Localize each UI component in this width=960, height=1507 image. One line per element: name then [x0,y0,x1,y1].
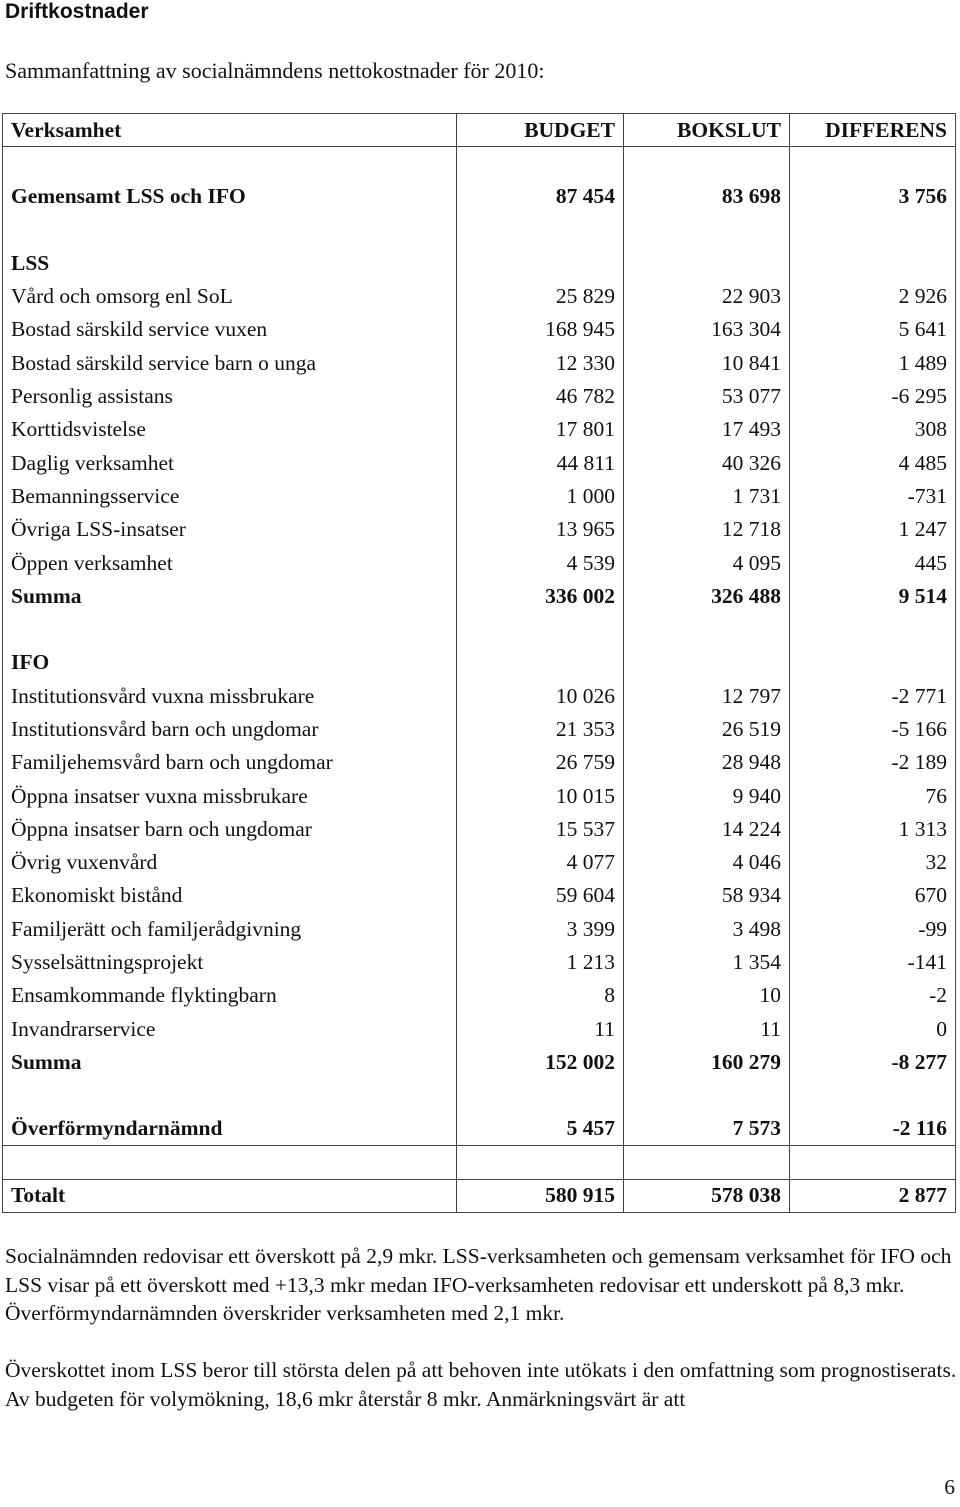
cell-differens: 3 756 [790,180,956,213]
cell-bokslut: 7 573 [624,1112,790,1145]
table-row [3,147,956,180]
cell-label: Ekonomiskt bistånd [3,879,457,912]
cell-bokslut: 17 493 [624,413,790,446]
table-row [3,247,956,280]
cell-budget: 46 782 [457,380,624,413]
column-header-differens: DIFFERENS [790,114,956,147]
cell-bokslut: 53 077 [624,380,790,413]
table-row [3,347,956,380]
cell-bokslut: 160 279 [624,1046,790,1079]
table-row [3,613,956,646]
cell-bokslut [624,1079,790,1112]
cell-differens [790,247,956,280]
cell-label: Övrig vuxenvård [3,846,457,879]
cell-label: Summa [3,1046,457,1079]
cell-label: Gemensamt LSS och IFO [3,180,457,213]
cell-differens: 5 641 [790,313,956,346]
cell-differens: 670 [790,879,956,912]
cell-bokslut: 28 948 [624,746,790,779]
table-row [3,413,956,446]
cell-bokslut [624,613,790,646]
table-row [3,380,956,413]
cell-label: Sysselsättningsprojekt [3,946,457,979]
cell-bokslut: 10 841 [624,347,790,380]
cell-differens: 1 247 [790,513,956,546]
cell-budget: 10 026 [457,680,624,713]
cell-label [3,613,457,646]
cell-label [3,213,457,246]
cell-bokslut: 9 940 [624,779,790,812]
cell-budget: 17 801 [457,413,624,446]
cell-bokslut [624,147,790,180]
lss-paragraph: Överskottet inom LSS beror till största delen på att behoven inte utökats i den omfattning som prognostiserats. Av budgeten för volymökning, 18,6 mkr återstår 8 mkr. Anmärkningsvärt är att [5,1358,957,1411]
cell-label: Invandrarservice [3,1013,457,1046]
cell-bokslut [624,1146,790,1179]
cell-bokslut: 578 038 [624,1179,790,1212]
table-row [3,513,956,546]
cell-budget: 152 002 [457,1046,624,1079]
cell-label: LSS [3,247,457,280]
cell-budget: 12 330 [457,347,624,380]
table-row [3,1112,956,1145]
cell-budget [457,147,624,180]
cell-budget: 4 539 [457,546,624,579]
cell-budget: 11 [457,1013,624,1046]
cell-label: Vård och omsorg enl SoL [3,280,457,313]
table-row [3,280,956,313]
page-heading: Driftkostnader [5,0,149,23]
cell-label: IFO [3,646,457,679]
page-number: 6 [944,1475,955,1499]
cell-label: Bostad särskild service vuxen [3,313,457,346]
cost-table-container [2,113,955,1213]
cell-bokslut: 4 046 [624,846,790,879]
cell-bokslut: 12 797 [624,680,790,713]
table-row [3,646,956,679]
cell-differens [790,613,956,646]
table-row [3,746,956,779]
cell-budget: 87 454 [457,180,624,213]
table-row [3,1079,956,1112]
cell-differens: 2 926 [790,280,956,313]
cell-bokslut: 12 718 [624,513,790,546]
cell-differens: -141 [790,946,956,979]
cell-label: Bemanningsservice [3,480,457,513]
table-row [3,480,956,513]
cell-budget: 15 537 [457,813,624,846]
cell-bokslut [624,646,790,679]
table-row [3,1046,956,1079]
table-header-row [3,114,956,147]
cell-budget [457,1079,624,1112]
cell-differens [790,646,956,679]
cell-budget: 1 213 [457,946,624,979]
cell-differens [790,1079,956,1112]
cell-budget: 44 811 [457,446,624,479]
cell-differens: -731 [790,480,956,513]
cell-budget [457,613,624,646]
cell-label: Ensamkommande flyktingbarn [3,979,457,1012]
cell-bokslut: 163 304 [624,313,790,346]
cell-differens [790,1146,956,1179]
cell-differens: -2 116 [790,1112,956,1145]
cell-budget [457,1146,624,1179]
cell-bokslut: 3 498 [624,913,790,946]
cell-label: Summa [3,580,457,613]
cell-bokslut: 14 224 [624,813,790,846]
cell-label: Övriga LSS-insatser [3,513,457,546]
cell-bokslut: 1 731 [624,480,790,513]
cell-bokslut: 10 [624,979,790,1012]
cell-differens: 4 485 [790,446,956,479]
cell-differens: -5 166 [790,713,956,746]
column-header-bokslut: BOKSLUT [624,114,790,147]
cell-differens: 1 313 [790,813,956,846]
table-row [3,813,956,846]
summary-paragraph: Socialnämnden redovisar ett överskott på 2,9 mkr. LSS-verksamheten och gemensam verksamhet för IFO och LSS visar på ett överskott med +13,3 mkr medan IFO-verksamheten redovisar ett underskott på 8,3 mkr. Överförmyndarnämnden överskrider verksamheten med 2,1 mkr. [5,1244,952,1325]
table-row [3,713,956,746]
cell-label: Institutionsvård vuxna missbrukare [3,680,457,713]
cell-bokslut: 22 903 [624,280,790,313]
cell-budget: 10 015 [457,779,624,812]
cell-label: Daglig verksamhet [3,446,457,479]
cell-budget: 580 915 [457,1179,624,1212]
cell-bokslut: 4 095 [624,546,790,579]
cell-budget: 8 [457,979,624,1012]
cell-bokslut: 40 326 [624,446,790,479]
cell-differens: -6 295 [790,380,956,413]
cell-differens: 308 [790,413,956,446]
cell-budget: 21 353 [457,713,624,746]
table-row [3,546,956,579]
table-row [3,979,956,1012]
cell-differens: -99 [790,913,956,946]
table-row [3,180,956,213]
cell-budget [457,247,624,280]
cell-label [3,1146,457,1179]
cost-table [2,113,956,1213]
cell-label [3,147,457,180]
cell-budget: 25 829 [457,280,624,313]
cell-label: Öppna insatser barn och ungdomar [3,813,457,846]
column-header-budget: BUDGET [457,114,624,147]
cell-bokslut: 26 519 [624,713,790,746]
cell-budget: 1 000 [457,480,624,513]
cell-bokslut: 58 934 [624,879,790,912]
cell-budget: 3 399 [457,913,624,946]
cell-budget: 5 457 [457,1112,624,1145]
cell-label: Bostad särskild service barn o unga [3,347,457,380]
cell-differens: 76 [790,779,956,812]
cell-label: Korttidsvistelse [3,413,457,446]
cell-label: Öppen verksamhet [3,546,457,579]
cell-budget: 168 945 [457,313,624,346]
cell-label: Överförmyndarnämnd [3,1112,457,1145]
table-row [3,1013,956,1046]
table-row [3,879,956,912]
cell-differens: -2 771 [790,680,956,713]
cell-label: Personlig assistans [3,380,457,413]
cell-label: Totalt [3,1179,457,1212]
column-header-verksamhet: Verksamhet [3,114,457,147]
cell-label: Institutionsvård barn och ungdomar [3,713,457,746]
cell-differens [790,213,956,246]
cell-differens: 1 489 [790,347,956,380]
cell-budget: 59 604 [457,879,624,912]
table-caption: Sammanfattning av socialnämndens nettokostnader för 2010: [5,58,545,83]
table-row [3,913,956,946]
cell-label [3,1079,457,1112]
table-row [3,846,956,879]
table-row [3,1179,956,1212]
cell-differens: 2 877 [790,1179,956,1212]
table-row [3,313,956,346]
cell-budget: 4 077 [457,846,624,879]
cell-differens [790,147,956,180]
table-row [3,1146,956,1179]
cell-differens: 0 [790,1013,956,1046]
cell-label: Familjerätt och familjerådgivning [3,913,457,946]
cell-differens: 9 514 [790,580,956,613]
table-row [3,580,956,613]
cell-differens: 445 [790,546,956,579]
cell-differens: -8 277 [790,1046,956,1079]
cell-budget [457,646,624,679]
cell-bokslut: 83 698 [624,180,790,213]
cell-differens: -2 [790,979,956,1012]
table-row [3,446,956,479]
cell-differens: 32 [790,846,956,879]
cell-budget: 13 965 [457,513,624,546]
cell-label: Familjehemsvård barn och ungdomar [3,746,457,779]
cell-bokslut: 1 354 [624,946,790,979]
table-row [3,946,956,979]
table-body [3,147,956,1213]
cell-budget: 26 759 [457,746,624,779]
cell-bokslut: 11 [624,1013,790,1046]
cell-bokslut: 326 488 [624,580,790,613]
cell-bokslut [624,213,790,246]
table-row [3,213,956,246]
cell-bokslut [624,247,790,280]
cell-budget: 336 002 [457,580,624,613]
cell-differens: -2 189 [790,746,956,779]
table-row [3,779,956,812]
cell-label: Öppna insatser vuxna missbrukare [3,779,457,812]
cell-budget [457,213,624,246]
table-row [3,680,956,713]
